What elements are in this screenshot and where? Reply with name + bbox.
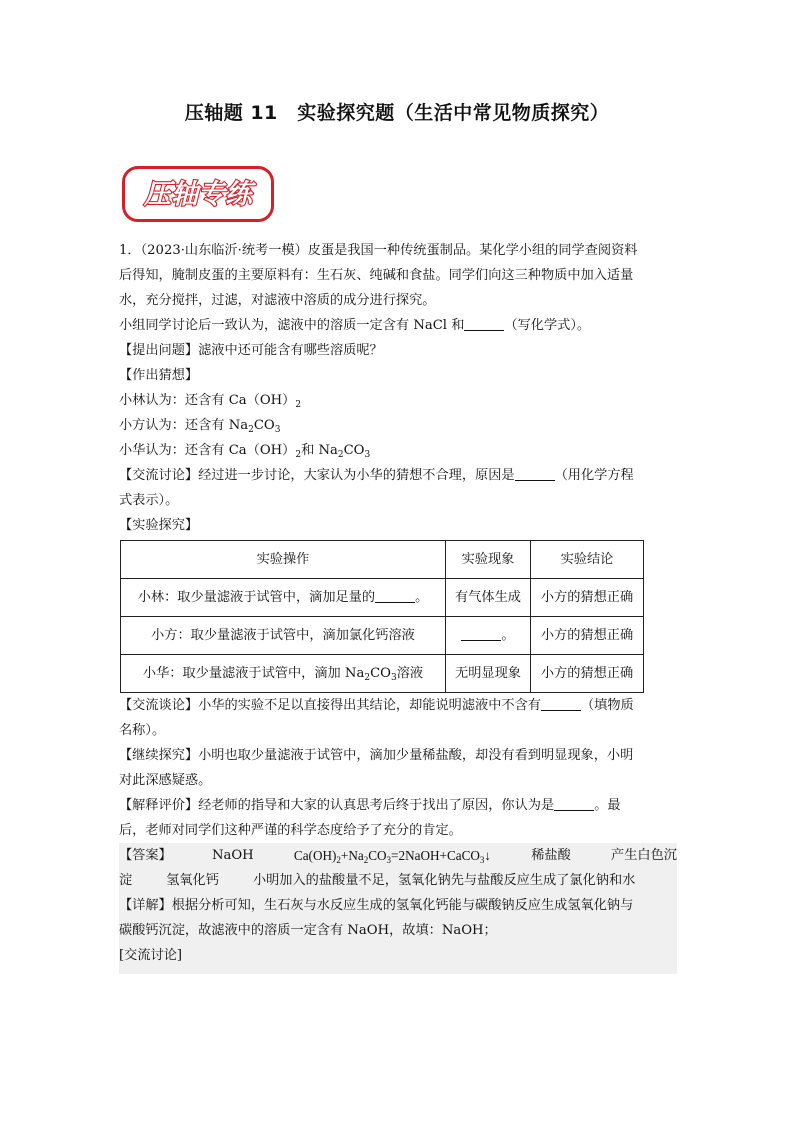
experiment-table: [120, 540, 644, 693]
evaluation-cont: 后，老师对同学们这种严谨的科学态度给予了充分的肯定。: [119, 823, 462, 838]
experiment-heading: 【实验探究】: [119, 518, 199, 533]
exchange-discussion-cont: 式表示）。: [119, 493, 179, 508]
answer-item: 稀盐酸: [531, 848, 571, 863]
raise-question: 【提出问题】滤液中还可能含有哪些溶质呢？: [119, 343, 383, 358]
table-header-row: [121, 541, 644, 579]
table-cell: 小华：取少量滤液于试管中，滴加 $Na_2CO_3$溶液: [121, 655, 446, 693]
discussion-line: 小组同学讨论后一致认为，滤液中的溶质一定含有 NaCl 和 （写化学式）。: [119, 318, 591, 333]
table-cell: 。: [446, 617, 531, 655]
answer-item: 产生白色沉: [611, 848, 677, 863]
table-cell: 小方的猜想正确: [531, 579, 644, 617]
fill-blank: [554, 796, 594, 811]
hypothesis-fang: 小方认为：还含有 $Na_2CO_3$: [119, 418, 281, 435]
answer-item: NaOH: [211, 848, 254, 863]
page-title: 压轴题 11 实验探究题（生活中常见物质探究）: [184, 102, 610, 124]
table-cell: 无明显现象: [446, 655, 531, 693]
continue-explore: 【继续探究】小明也取少量滤液于试管中，滴加少量稀盐酸，却没有看到明显现象，小明: [119, 748, 634, 763]
compression-practice-stamp: [122, 166, 274, 222]
detail-line: 碳酸钙沉淀，故滤液中的溶质一定含有 NaOH，故填：NaOH；: [119, 923, 497, 938]
fill-blank: [461, 626, 501, 641]
exchange-discussion: 【交流讨论】经过进一步讨论，大家认为小华的猜想不合理，原因是 （用化学方程: [119, 468, 634, 483]
detail-line: [交流讨论]: [119, 948, 183, 963]
hypothesis-lin: 小林认为：还含有 $Ca(OH)_2$: [119, 393, 302, 410]
table-cell: 小方的猜想正确: [531, 617, 644, 655]
svg-text:压轴专练: 压轴专练: [144, 179, 252, 210]
intro-line: 水，充分搅拌，过滤，对滤液中溶质的成分进行探究。: [119, 293, 436, 308]
evaluation: 【解释评价】经老师的指导和大家的认真思考后终于找出了原因，你认为是 。最: [119, 798, 621, 813]
stamp-lettering-icon: [128, 171, 268, 217]
table-cell: 有气体生成: [446, 579, 531, 617]
hypothesis-hua: 小华认为：还含有 $Ca(OH)_2$和 $Na_2CO_3$: [119, 443, 371, 460]
continue-explore-cont: 对此深感疑惑。: [119, 773, 212, 788]
fill-blank: [464, 316, 504, 331]
answer-heading: 【答案】: [119, 848, 172, 863]
table-row: [121, 655, 644, 693]
table-cell: 小方：取少量滤液于试管中，滴加氯化钙溶液: [121, 617, 446, 655]
question-body: [119, 238, 677, 974]
intro-line: 1．（2023·山东临沂·统考一模）皮蛋是我国一种传统蛋制品。某化学小组的同学查阅资料: [119, 243, 638, 258]
table-cell: 小林：取少量滤液于试管中，滴加足量的 。: [121, 579, 446, 617]
table-header: 实验操作: [121, 541, 446, 579]
answer-line: [119, 843, 677, 868]
table-cell: 小方的猜想正确: [531, 655, 644, 693]
exchange-talk: 【交流谈论】小华的实验不足以直接得出其结论，却能说明滤液中不含有 （填物质: [119, 698, 634, 713]
fill-blank: [375, 588, 415, 603]
exchange-talk-cont: 名称）。: [119, 723, 166, 738]
fill-blank: [515, 466, 555, 481]
table-header: 实验现象: [446, 541, 531, 579]
fill-blank: [541, 696, 581, 711]
answer-equation: $Ca(OH)_2+Na_2CO_3=2NaOH+CaCO_3↓$: [293, 848, 492, 865]
detail-line: 【详解】根据分析可知，生石灰与水反应生成的氢氧化钙能与碳酸钠反应生成氢氧化钠与: [119, 898, 634, 913]
hypothesis-heading: 【作出猜想】: [119, 368, 199, 383]
intro-line: 后得知，腌制皮蛋的主要原料有：生石灰、纯碱和食盐。同学们向这三种物质中加入适量: [119, 268, 634, 283]
table-header: 实验结论: [531, 541, 644, 579]
answer-section: [119, 843, 677, 974]
table-row: [121, 579, 644, 617]
answer-line: 淀 氢氧化钙 小明加入的盐酸量不足，氢氧化钠先与盐酸反应生成了氯化钠和水: [119, 873, 636, 888]
table-row: [121, 617, 644, 655]
